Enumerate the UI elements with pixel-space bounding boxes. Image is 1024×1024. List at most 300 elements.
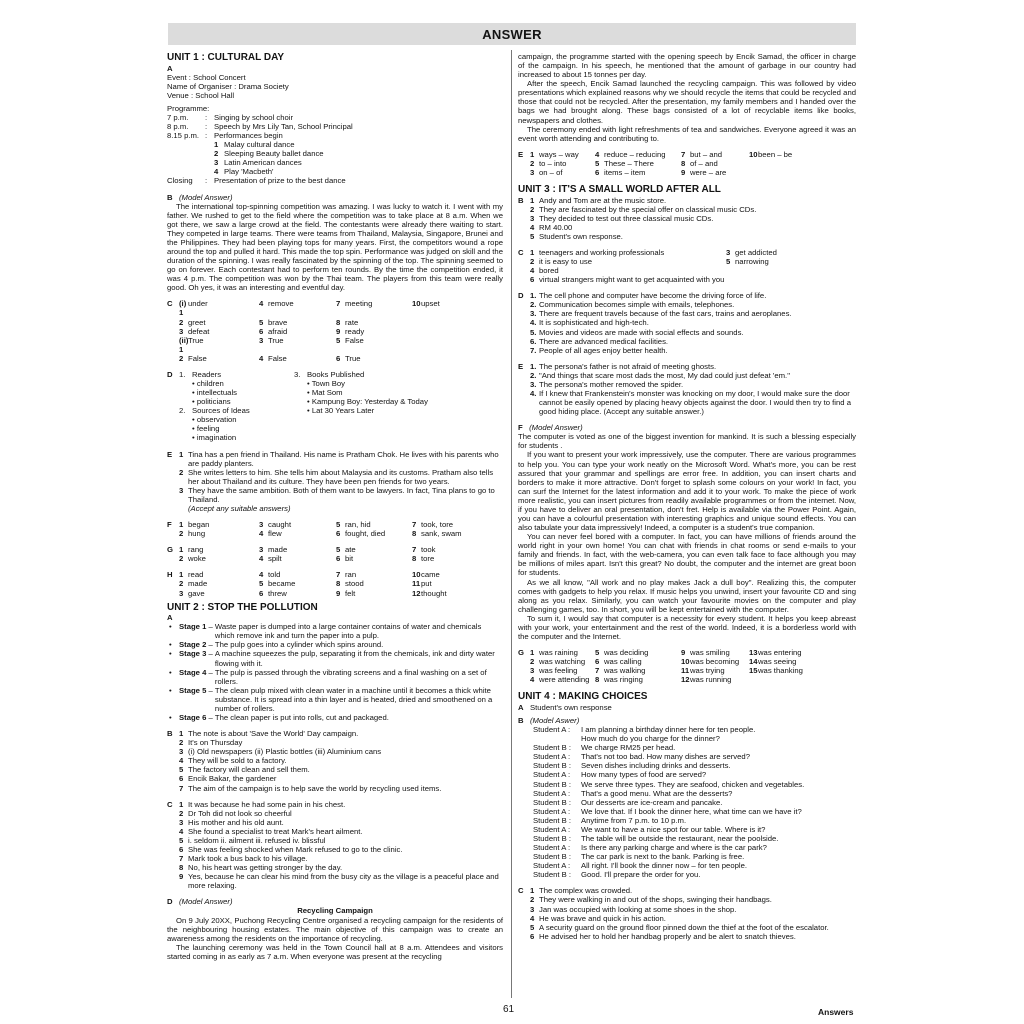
dialogue-line	[518, 734, 856, 743]
item-text: Town Boy	[311, 379, 346, 388]
dialogue-line	[518, 852, 856, 861]
grid-cell	[530, 657, 595, 666]
item-text: ran	[345, 570, 357, 580]
dialogue-text: How much do you charge for the dinner?	[581, 734, 720, 744]
item-text: A machine squeezes the pulp, separating it from the chemicals, ink and dirty water flowing with it.	[214, 649, 495, 668]
list-item	[167, 845, 503, 854]
stage-item	[167, 686, 503, 713]
d-bullet-item: • children	[192, 379, 224, 388]
section-label: B	[518, 195, 524, 205]
item-number: 6	[336, 554, 341, 564]
item-text: False	[188, 353, 207, 363]
grid-cell	[336, 299, 412, 317]
item-number: 1	[530, 886, 535, 896]
section-b-header	[518, 716, 856, 725]
section-label: A	[167, 63, 173, 73]
item-number: 4	[530, 222, 535, 232]
item-number: 6	[179, 845, 184, 855]
essay-intro: The computer is voted as one of the biggest invention for mankind. It is such a blessing especially for students .	[518, 432, 856, 451]
section-label: D	[167, 369, 173, 379]
speaker: Student B :	[533, 834, 572, 844]
item-number: 6	[595, 657, 600, 667]
grid-cell	[681, 675, 749, 684]
item-number: 3	[530, 213, 535, 223]
spacer	[518, 355, 856, 362]
item-text: to – into	[539, 158, 567, 168]
item-number: (i) 1	[179, 299, 187, 318]
item-text: bored	[539, 266, 559, 276]
item-text: It was because he had some pain in his chest.	[188, 799, 346, 809]
item-number: 3	[259, 520, 264, 530]
item-number: 6.	[530, 336, 537, 346]
section-label	[167, 336, 179, 354]
performance-item	[167, 158, 503, 167]
item-text: The aim of the campaign is to help save the world by recycling used items.	[188, 783, 442, 793]
section-label: C	[518, 886, 524, 896]
speaker: Student A :	[533, 806, 571, 816]
grid-cell	[595, 666, 681, 675]
list-item	[518, 371, 856, 380]
dash: –	[206, 713, 215, 722]
item-text: Latin American dances	[224, 158, 302, 168]
item-number: 4	[179, 756, 184, 766]
dialogue-line	[518, 725, 856, 734]
item-text: spilt	[268, 554, 282, 564]
list-item	[167, 818, 503, 827]
unit-heading: UNIT 3 : IT'S A SMALL WORLD AFTER ALL	[518, 184, 721, 196]
unit-heading: UNIT 1 : CULTURAL DAY	[167, 52, 285, 63]
item-number: 5	[336, 545, 341, 555]
model-note: (Model Answer)	[178, 897, 233, 907]
section-label	[518, 895, 530, 904]
essay-paragraph: As we all know, "All work and no play makes Jack a dull boy". Realizing this, the computer comes with gadgets to help you relax. If music helps you unwind, insert your favourite CD and sing along as you relax. Similarly, you can watch your favourite movies on the computer and play challenging games, too. In short, you will be kept entertained with the computer.	[518, 577, 856, 614]
item-text: Communication becomes simple with emails, telephones.	[539, 300, 735, 310]
list-item	[518, 380, 856, 389]
item-text: They decided to test out three classical music CDs.	[539, 213, 714, 223]
grid-cell	[595, 150, 681, 159]
grid-cell	[336, 589, 412, 598]
item-number: 10	[412, 299, 421, 309]
item-text: on – of	[539, 167, 563, 177]
item-number: 1.	[179, 369, 186, 379]
item-text: Readers	[192, 369, 222, 379]
spacer	[518, 241, 856, 248]
item-number: 2	[530, 256, 535, 266]
section-label: B	[167, 192, 173, 202]
section-label	[167, 738, 179, 747]
list-item	[518, 214, 856, 223]
item-number: 2	[179, 808, 184, 818]
item-number: 12	[681, 675, 690, 685]
item-number: 4	[259, 353, 264, 363]
item-number: 3	[259, 335, 264, 345]
item-number: 4.	[530, 318, 537, 328]
grid-cell	[412, 570, 482, 579]
grid-cell	[179, 545, 259, 554]
item-text: ready	[345, 326, 365, 336]
section-label	[167, 529, 179, 538]
d-bullet-item: • feeling	[192, 424, 220, 434]
item-number	[749, 159, 758, 168]
section-label	[167, 318, 179, 327]
item-text: Kampung Boy: Yesterday & Today	[311, 397, 428, 407]
item-text: The complex was crowded.	[539, 886, 633, 896]
section-b-header	[167, 193, 503, 202]
grid-cell	[595, 159, 681, 168]
grid-cell	[530, 168, 595, 177]
dialogue-line	[518, 861, 856, 870]
speaker: Student A :	[533, 843, 571, 853]
item-number: 1	[179, 799, 184, 809]
item-text: They are fascinated by the special offer on classical music CDs.	[539, 204, 757, 214]
item-text: hung	[188, 529, 206, 539]
section-label	[167, 554, 179, 563]
item-text: was thanking	[758, 666, 803, 676]
programme-text: Speech by Mrs Lily Tan, School Principal	[214, 121, 353, 131]
grid-cell	[595, 648, 681, 657]
section-label	[518, 923, 530, 932]
item-number: 9	[681, 648, 686, 658]
dialogue-line	[518, 789, 856, 798]
grid-cell	[336, 327, 412, 336]
programme-sep: :	[205, 112, 208, 122]
item-number: 3	[214, 158, 219, 168]
programme-sep: :	[205, 131, 208, 141]
item-text: put	[421, 579, 432, 589]
item-number: 4	[259, 299, 264, 309]
list-item	[167, 863, 503, 872]
item-number: 6	[259, 326, 264, 336]
programme-sep: :	[205, 121, 208, 131]
list-item	[167, 486, 503, 504]
item-number: 2	[179, 467, 184, 477]
grid-cell	[749, 675, 839, 684]
d-bullet-item: • politicians	[192, 397, 231, 407]
item-number: 3	[179, 326, 184, 336]
item-number: 3.	[530, 309, 537, 319]
section-label	[518, 675, 530, 684]
essay-paragraph: You can never feel bored with a computer. In fact, you can have millions of friends around the world right in your own home! You can chat with friends in chat rooms or send e-mails to your family and friends. In fact, with the web-camera, you can even talk face to face although you may be millions of miles apart. Isn't this great? No doubt, the computer and the internet are great boon for students.	[518, 532, 856, 578]
section-label	[518, 914, 530, 923]
item-text: It is sophisticated and high-tech.	[539, 318, 649, 328]
speaker: Student A :	[533, 725, 571, 735]
item-text: He advised her to hold her handbag properly and be alert to snatch thieves.	[539, 931, 796, 941]
spacer	[167, 890, 503, 897]
programme-sep: :	[205, 176, 208, 186]
speaker: Student B :	[533, 761, 572, 771]
grid-cell	[179, 589, 259, 598]
grid-cell	[336, 579, 412, 588]
list-item	[167, 800, 503, 809]
grid-cell	[412, 545, 482, 554]
item-text: Yes, because he can clear his mind from the busy city as the village is a peaceful place and more relaxing.	[188, 872, 499, 891]
item-text: observation	[196, 415, 237, 425]
item-number: 8	[336, 579, 341, 589]
item-text: defeat	[188, 326, 210, 336]
grid-cell	[749, 159, 839, 168]
stage-item	[167, 668, 503, 686]
item-number: 1.	[530, 291, 537, 301]
item-text: Sources of Ideas	[192, 406, 250, 416]
item-number: 10	[681, 657, 690, 667]
item-text: Malay cultural dance	[224, 140, 295, 150]
item-text: Andy and Tom are at the music store.	[539, 195, 667, 205]
section-label: B	[518, 716, 524, 725]
list-item	[518, 266, 856, 275]
item-text: The pulp is passed through the vibrating screens and a final washing on a set of rollers.	[214, 667, 487, 686]
item-text: was deciding	[604, 648, 649, 658]
item-number: 6	[336, 353, 341, 363]
item-number: 1	[179, 449, 184, 459]
item-text: ran, hid	[345, 520, 371, 530]
section-label	[167, 845, 179, 854]
spacer	[167, 292, 503, 299]
spacer	[167, 722, 503, 729]
section-label	[167, 872, 179, 890]
dash: –	[206, 649, 215, 659]
item-number: 6	[259, 588, 264, 598]
item-number: 6	[595, 167, 600, 177]
item-number: 11	[412, 579, 421, 589]
bullet: •	[169, 622, 172, 632]
item-number	[749, 675, 758, 684]
item-number: 5	[336, 520, 341, 530]
performance-item	[167, 167, 503, 176]
item-number: 2	[214, 149, 219, 159]
grid-cell	[412, 327, 482, 336]
item-text: Movies and videos are made with social effects and sounds.	[539, 327, 744, 337]
list-item	[167, 468, 503, 486]
item-text: (i) Old newspapers (ii) Plastic bottles (iii) Aluminium cans	[188, 747, 382, 757]
list-item	[518, 703, 856, 712]
item-text: feeling	[196, 424, 220, 434]
item-number: 4	[259, 529, 264, 539]
d-heading-item	[179, 406, 294, 415]
item-text: Dr Toh did not look so cheerful	[188, 808, 292, 818]
spacer	[167, 363, 503, 370]
item-text: was raining	[539, 648, 578, 658]
item-text: took	[421, 545, 436, 555]
dialogue-line	[518, 816, 856, 825]
grid-cell	[681, 657, 749, 666]
list-item	[167, 450, 503, 468]
stage-label: Stage 1	[179, 622, 207, 632]
item-number: 1	[179, 545, 184, 555]
speaker	[533, 734, 581, 743]
programme-text: Performances begin	[214, 131, 283, 141]
dialogue-line	[518, 770, 856, 779]
item-text: True	[188, 335, 204, 345]
item-text: were attending	[539, 675, 590, 685]
item-text: took, tore	[421, 520, 454, 530]
list-item	[518, 914, 856, 923]
grid-cell	[179, 299, 259, 317]
list-item	[518, 932, 856, 941]
item-text: upset	[421, 299, 440, 309]
item-number	[412, 327, 421, 336]
item-text: Sleeping Beauty ballet dance	[224, 149, 324, 159]
item-number: 2	[530, 895, 535, 905]
grid-cell	[259, 545, 336, 554]
list-item	[167, 756, 503, 765]
performance-item	[167, 149, 503, 158]
grid-cell	[179, 520, 259, 529]
section-label	[167, 836, 179, 845]
item-number: 4	[259, 554, 264, 564]
stage-label: Stage 3	[179, 649, 207, 659]
item-number: 5	[530, 231, 535, 241]
item-number: 2.	[530, 370, 537, 380]
dialogue-text: I am planning a birthday dinner here for ten people.	[581, 725, 756, 735]
section-label	[518, 380, 530, 389]
grid-cell	[412, 336, 482, 354]
item-text: brave	[268, 317, 288, 327]
list-item	[518, 389, 856, 416]
grid-cell	[179, 354, 259, 363]
performance-item	[167, 140, 503, 149]
dialogue-text: Anytime from 7 p.m. to 10 p.m.	[581, 815, 687, 825]
item-number: 7	[412, 520, 417, 530]
dialogue-text: Our desserts are ice-cream and pancake.	[581, 797, 723, 807]
unit-heading: UNIT 2 : STOP THE POLLUTION	[167, 601, 318, 613]
item-text: Waste paper is dumped into a large container contains of water and chemicals which remove ink and turn the paper into a pulp.	[214, 622, 482, 641]
dialogue-line	[518, 761, 856, 770]
grid-cell	[749, 150, 839, 159]
grid-cell	[412, 589, 482, 598]
item-text: meeting	[345, 299, 373, 309]
section-label	[518, 318, 530, 327]
model-note: (Model Answer)	[178, 192, 233, 202]
item-text: She was feeling shocked when Mark refused to go to the clinic.	[188, 845, 403, 855]
grid-cell	[412, 579, 482, 588]
speaker: Student B :	[533, 743, 572, 753]
item-text: False	[268, 353, 287, 363]
essay-paragraph: If you want to present your work impressively, use the computer. There are various programmes to help you. You can type your work neatly on the Microsoft Word. What's more, you can be rest assured that your grammar and spellings are error free. In addition, you can insert charts and borders to make it more attractive. Don't forget to splash some colours on your work! In fact, you can surf the Internet for the latest information and add it to your work. To make the piece of work more realistic, you can insert pictures from readily available programmes or from the internet. Now, if you have to deliver an oral presentation, don't fret. Help is available via the Power Point. Again, you can have a colourful presentation with interesting graphics and unique sound effects. You can also tabulate your data impressively! Indeed, a computer is a student's true companion.	[518, 450, 856, 533]
item-text: was walking	[604, 666, 646, 676]
essay-paragraph: The ceremony ended with light refreshments of tea and sandwiches. Everyone agreed it was an event worth attending and contributing to.	[518, 124, 856, 143]
section-label	[518, 346, 530, 355]
item-text: fought, died	[345, 529, 386, 539]
programme-time: 8 p.m.	[167, 121, 189, 131]
item-number: 8	[179, 863, 184, 873]
section-d	[167, 370, 503, 443]
item-text: He was brave and quick in his action.	[539, 913, 666, 923]
list-item	[518, 309, 856, 318]
spacer	[167, 538, 503, 545]
speaker: Student A :	[533, 824, 571, 834]
item-number: 10	[412, 570, 421, 580]
item-number	[412, 336, 421, 354]
list-item	[518, 328, 856, 337]
dialogue-line	[518, 870, 856, 879]
item-number: 8	[412, 529, 417, 539]
section-label	[167, 765, 179, 774]
item-number: 5	[259, 579, 264, 589]
grid-cell	[749, 657, 839, 666]
item-text: People of all ages enjoy better health.	[539, 345, 668, 355]
item-number: 6	[530, 275, 535, 285]
item-text: No, his heart was getting stronger by the day.	[188, 863, 343, 873]
item-number: 2	[179, 353, 184, 363]
section-label: E	[518, 361, 524, 371]
section-label	[167, 468, 179, 486]
grid-cell	[179, 318, 259, 327]
item-text: was smiling	[690, 648, 730, 658]
section-label: E	[518, 149, 524, 159]
section-label	[167, 863, 179, 872]
section-label	[518, 932, 530, 941]
bullet: •	[169, 640, 172, 650]
list-item	[518, 275, 856, 284]
section-label: C	[167, 299, 173, 309]
item-text: ate	[345, 545, 356, 555]
item-number: 8	[336, 317, 341, 327]
item-text: under	[188, 299, 208, 309]
list-item	[167, 738, 503, 747]
section-label	[518, 159, 530, 168]
item-number: 7	[336, 570, 341, 580]
grid-cell	[336, 554, 412, 563]
item-number: 2	[179, 579, 184, 589]
item-text: came	[421, 570, 440, 580]
item-number: 3	[179, 485, 184, 495]
section-label	[167, 784, 179, 793]
section-label	[167, 827, 179, 836]
grid-cell	[595, 168, 681, 177]
list-item	[518, 923, 856, 932]
item-number: 2.	[530, 300, 537, 310]
dialogue-text: That's a good menu. What are the desserts?	[581, 788, 733, 798]
list-item	[167, 774, 503, 783]
item-number: 7	[595, 666, 600, 676]
item-text: False	[345, 335, 364, 345]
item-text: These – There	[604, 158, 654, 168]
essay-paragraph: After the speech, Encik Samad launched the recycling campaign. This was followed by video presentations which explained reasons why we should recycle the items that could be recycled and those that could not be recycled. After the presentation, my family members and I handed over the bags we had brought along. These bags consisted of a lot of recyclable items like books, newspapers and clothes.	[518, 79, 856, 125]
item-text: If I knew that Frankenstein's monster was knocking on my door, I would make sure the door cannot be easily opened by placing heavy objects against the door. I would then try to find a good hiding place. (Accept any suitable answer.)	[539, 389, 851, 417]
list-item	[518, 291, 856, 300]
list-item	[518, 300, 856, 309]
grid-cell	[336, 529, 412, 538]
programme-time: 8.15 p.m.	[167, 131, 200, 141]
section-label	[518, 309, 530, 318]
item-text: sank, swam	[421, 529, 462, 539]
item-number: 4	[595, 149, 600, 159]
item-text: intellectuals	[196, 388, 237, 398]
dialogue-text: Is there any parking charge and where is the car park?	[581, 843, 767, 853]
section-label	[167, 354, 179, 363]
stage-label: Stage 5	[179, 685, 207, 695]
grid-cell	[681, 666, 749, 675]
list-item	[167, 784, 503, 793]
item-text: Books Published	[307, 369, 365, 379]
item-number: 4	[259, 570, 264, 580]
section-label	[518, 205, 530, 214]
list-item	[518, 248, 856, 257]
grid-cell	[595, 657, 681, 666]
column-divider	[511, 50, 512, 998]
section-label	[518, 168, 530, 177]
item-number: 7.	[530, 345, 537, 355]
grid-cell	[259, 570, 336, 579]
item-number: 8	[681, 158, 686, 168]
item-number: 6	[179, 774, 184, 784]
item-text: narrowing	[735, 256, 769, 266]
list-item	[167, 729, 503, 738]
programme-row	[167, 122, 503, 131]
section-label	[167, 809, 179, 818]
item-text: The clean pulp mixed with clean water in a machine until it becomes a thick white substance. It is spread into a thin layer and is heated, dried and smoothened on a number of rollers.	[214, 685, 493, 713]
grid-cell	[259, 318, 336, 327]
